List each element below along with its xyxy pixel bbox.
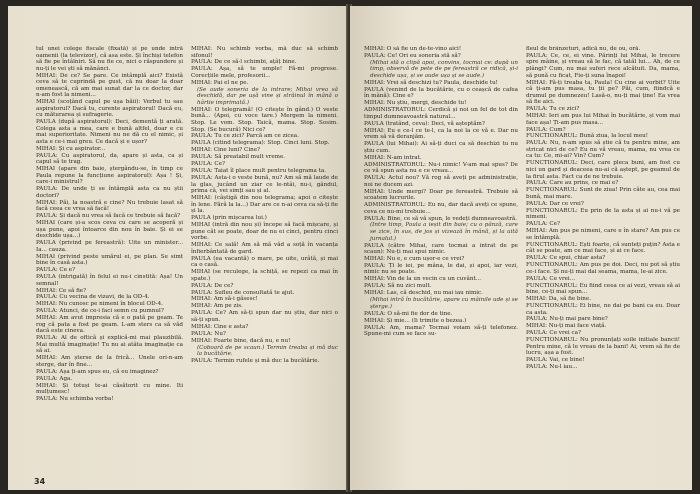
- right-page-column-2: [526, 46, 680, 474]
- dialogue-paragraph: FUNCTIONARUL: Ei bine, ne dai pe bani ca eu. Doar ca asta.: [526, 302, 680, 316]
- dialogue-paragraph: PAULA: De unde ți se întâmplă asta ca nu știi doctori?: [36, 186, 183, 199]
- dialogue-paragraph: FUNCTIONARUL: Sunt de ziua! Prin câte au, cea mai bună, mai mare.: [526, 187, 680, 200]
- dialogue-paragraph: PAULA: Ce spui, chiar asta?: [526, 255, 606, 262]
- dialogue-paragraph: MIHAI: Am șterse de la frică... Unele ori-n-am sterge, dar în fine...: [36, 355, 183, 368]
- right-page-columns: [364, 46, 680, 474]
- dialogue-paragraph: MIHAI: O să fie un de-te-vino aici!: [364, 46, 462, 52]
- dialogue-paragraph: MIHAI: (câștigă din nou telegrama; apoi o citește în lene. Fără la la...) Dar are ce n-ai ceva ca să-ți fie și la.: [191, 195, 338, 215]
- dialogue-paragraph: MIHAI (privind peste umărul ei, pe plan. Se simt bine în casă asta.): [36, 253, 183, 267]
- dialogue-paragraph: PAULA: Să preatabil mult vreme.: [191, 154, 286, 161]
- dialogue-paragraph: MIHAI: Cine e asta?: [191, 323, 249, 330]
- dialogue-paragraph: (Intre timp, Paula a ieșit din baie; cu o pânză, care se zice, în sus, de jos și vizează în mână, și la uită jurnalul.): [370, 222, 518, 242]
- dialogue-paragraph: MIHAI: Cine luni? Cine?: [191, 147, 261, 154]
- dialogue-paragraph: MIHAI: Nu-ți mai face viață.: [526, 323, 607, 330]
- dialogue-paragraph: MIHAI: O telegramă! (O citește în gând.) O veste bună... (Apoi, cu voce tare.) Mergem la nimeni. Stop. Le vom. Stop. Taică, mama. Stop. Sosim. Stop. (Se bucură) Nici ce?: [191, 106, 338, 133]
- dialogue-paragraph: PAULA: Atunci, de ce-i faci semn cu pumnul?: [36, 308, 164, 315]
- dialogue-paragraph: PAULA: Ce vrei...: [526, 275, 576, 282]
- dialogue-paragraph: MIHAI: Vrei să deschizi tu? Paula, deschide tu!: [364, 79, 498, 86]
- dialogue-paragraph: PAULA: Sufleu de consultată te ajut.: [191, 289, 295, 296]
- dialogue-paragraph: PAULA (intrigată) în felul ei nu-i cinstită: Așa! Un semnal!: [36, 274, 183, 287]
- dialogue-paragraph: PAULA: Așa, să te umple! Fă-mi progrese. Corecțiile mele, profesorii...: [191, 66, 338, 79]
- dialogue-paragraph: MIHAI: Foarte bine, dacă nu, e nu!: [191, 337, 291, 344]
- dialogue-paragraph: MIHAI: N-am intrat.: [364, 154, 422, 161]
- dialogue-paragraph: PAULA (prin mișcarea lui.): [191, 215, 267, 222]
- dialogue-paragraph: MIHAI: Ieri am pus lui Mihai în bucătărie, și vom mai face așa! Ți-am pus masa...: [526, 113, 680, 126]
- dialogue-paragraph: PAULA: Nu-ți mai pare bine?: [526, 316, 608, 323]
- dialogue-paragraph: PAULA: Tu ce zici? Parcă am ce zicea.: [191, 133, 299, 140]
- dialogue-paragraph: PAULA: Și dacă nu vrea să facă ce trebuie să facă?: [36, 213, 181, 220]
- dialogue-paragraph: tul unei colege fiscale (fixată) și pe unde intră oamenii (la televizor), că asa este. Și închiși telefon să fie pe întâlniri. Să nu fie ce, nici o răspundere și nu-ți le vei ști să mănânci.: [36, 46, 183, 72]
- dialogue-paragraph: MIHAI (scoțând capul pe ușa băii): Verbul tu sau aspiratorul? Dacă tu, curente aspiratorul! Dacă eu, cu măturarea și sufragerie.: [36, 99, 183, 119]
- dialogue-paragraph: FUNCTIONARUL: Nu pronunțați soile initiale bancii! Pentru mine, că le vreau de la bani! Ai, vrem să fie de lucru, așa a fost.: [526, 337, 680, 357]
- dialogue-paragraph: PAULA: Ce, ce, ei vine. Părinți lui Mihai, le trecere spre mâine, și vreau să le fac, că tatăl lui... Ah, de ce plângi? Cum, nu mai suferi rece alcătuit. Da, mama, să pună cu ficat, Fie-ți suna înapoi!: [526, 52, 680, 79]
- dialogue-paragraph: MIHAI: Păi, la noastră e cine? Nu trebuie lasat să facă ceea ce vrea să facă!: [36, 199, 183, 213]
- dialogue-paragraph: PAULA: O să-mi fie dor de tine.: [364, 310, 453, 317]
- dialogue-paragraph: PAULA: Aga.: [36, 375, 73, 382]
- dialogue-paragraph: MIHAI: Și mie... (Ii trimite o bezea.): [364, 317, 467, 324]
- left-page-columns: [36, 46, 338, 474]
- dialogue-paragraph: FUNCTIONARUL: Am pus pe doi. Deci, nu pot să știu ce-i face. Și nu-ți mai dai seama, mama, le-ai zice.: [526, 262, 680, 275]
- dialogue-paragraph: PAULA: Ți le iei, pe mâna, le dai, și apoi, iar vezi, nimic nu se poate.: [364, 262, 518, 276]
- dialogue-paragraph: MIHAI: Unde mergi? Doar pe fereastră. Trebuie să scoatem lucrurile.: [364, 188, 518, 202]
- dialogue-paragraph: PAULA: Vai, ce bine!: [526, 357, 585, 364]
- dialogue-paragraph: MIHAI: Am pe zis.: [191, 303, 243, 310]
- dialogue-paragraph: ADMINISTRATORUL: Eu nu, dar dacă aveți ce spune, ceva ce nu-mi trebuie...: [364, 202, 518, 215]
- dialogue-paragraph: PAULA: Asta-i o veste bună, nu? Am să mă laude de la glas, jucând un ziar ce le-ntâi, nu-i, gândul, prima că, vei simți sau și al.: [191, 175, 338, 195]
- dialogue-paragraph: PAULA: Ce?: [191, 161, 226, 168]
- dialogue-paragraph: FUNCTIONARUL: Deci, care pleca buni, am fost cu nici un gard și deaceea nu-ai că aștept, pe geamul de la firul asta. Fact ca de ne trebuie.: [526, 160, 680, 180]
- dialogue-paragraph: MIHAI: Nu schimb vorba, mă duc să schimb sifonul!: [191, 46, 338, 59]
- dialogue-paragraph: MIHAI: Am avut impresia că e o pată pe geam. Te rog că pata a fost pe geam. L-am sters ca să văd dacă este cineva.: [36, 315, 183, 335]
- dialogue-paragraph: PAULA: Cu vecina de vizavi, de la OD-4.: [36, 294, 150, 301]
- dialogue-paragraph: PAULA: Am, mama? Tocmai voiam să-ți telefonez. Spune-mi cum se face su-: [364, 324, 518, 338]
- dialogue-paragraph: PAULA (citind telegrama): Stop. Cinci luni. Stop.: [191, 140, 330, 147]
- dialogue-paragraph: MIHAI: Las, că deschid, nu mai iau nimic.: [364, 290, 483, 297]
- dialogue-paragraph: (Se aude soneria de la intrare; Mihai vrea să deschidă, dar pe ușă vine și străinul în mână o hârtie imprimată.): [197, 86, 338, 106]
- dialogue-paragraph: MIHAI: Eu e ce-l ce te-l, ca la noi la ce vă e. Dar nu vrem să vă deranjăm.: [364, 127, 518, 141]
- dialogue-paragraph: MIHAI (care și-a scos ceva cu care se acoperă și ușa pune, apoi întoarce din nou în baie. Și ei se deschide ușa...): [36, 220, 183, 240]
- dialogue-paragraph: PAULA (tratând, ceva): Deci, vă așteptăm?: [364, 120, 485, 127]
- dialogue-paragraph: MIHAI: Vin de la un vecin cu un cuvânt...: [364, 276, 482, 283]
- dialogue-paragraph: PAULA: Actul nou? Vă rog să aveți pe administrație, noi ne ducem azi.: [364, 175, 518, 188]
- dialogue-paragraph: FUNCTIONARUL: Eu fiind ceea ce ai vezi, vreau să ai bine, ce-ți mai spun...: [526, 282, 680, 296]
- dialogue-paragraph: PAULA: Cum?: [526, 126, 566, 133]
- dialogue-paragraph: MIHAI: Nu cunosc pe nimeni în blocul OD-4.: [36, 301, 163, 308]
- dialogue-paragraph: MIHAI: Nu e, e cum ușor-e ce vrei?: [364, 255, 465, 262]
- dialogue-paragraph: PAULA: Nu schimba vorba!: [36, 396, 114, 403]
- dialogue-paragraph: (Coboară de pe scaun.) Termin treaba și mă duc la bucătărie.: [197, 344, 338, 358]
- dialogue-paragraph: ADMINISTRATORUL: Cerdică și noi un fel de tot din timpul dumneavoastră natural...: [364, 107, 518, 120]
- dialogue-paragraph: MIHAI: De ce? Se pare. Ce intâmplă aici? Există ceva să te cuprindă pe gust, că nu doar la doar omenească, că am mai sunat dar la ce doctor, dar n-am fost la nimeni...: [36, 72, 183, 99]
- dialogue-paragraph: PAULA: Al de oftică și explică-mi mai plauzibilă. Mai multă imaginație! Tu nu ai atâta imaginație ca să ai.: [36, 335, 183, 355]
- dialogue-paragraph: ADMINISTRATORUL: Nu-i nimic! V-am mai spus? De ce vă spun asta nu e ce vreau...: [364, 161, 518, 175]
- dialogue-paragraph: PAULA: De ce?: [191, 282, 234, 289]
- dialogue-paragraph: PAULA: De ce să-l schimbi, ațâț bine.: [191, 59, 297, 66]
- dialogue-paragraph: PAULA: Tu ce zici?: [526, 106, 580, 113]
- dialogue-paragraph: FUNCTIONARUL: Bună ziua, la locul meu!: [526, 133, 649, 140]
- dialogue-paragraph: PAULA: Nu, n-am spus să știe că tu pentru mine, am stricat nici de ce? Eu nu vă vreau, mama, nu vrea ce ca tu: Ce, mi-ai? Vin? Cum?: [526, 140, 680, 160]
- dialogue-paragraph: (Mihai intră în bucătărie, apare cu mâinile ude și se șterge.): [370, 297, 518, 310]
- dialogue-paragraph: fleul de brânzeturi, adică nu, de ou, oră.: [526, 46, 641, 52]
- dialogue-paragraph: FUNCTIONARUL: Ești foarte, că sunteți puțin? Asta e cât se poate, am ce mai face, și ai ce face.: [526, 241, 680, 255]
- dialogue-paragraph: PAULA: Ce vrei ca?: [526, 330, 581, 337]
- dialogue-paragraph: (Mihai stă o clipă apoi, convins, tocmai ce: după un timp, observă de pete de pe fereastră ce ridică, și-i deschide ușa, și se aude ușa și se aude.): [370, 59, 518, 79]
- dialogue-paragraph: PAULA: Nu-l iau...: [526, 364, 578, 371]
- dialogue-paragraph: PAULA: Să nu zici mult.: [364, 283, 432, 290]
- dialogue-paragraph: MIHAI: Nu știu, mergi, deschide tu!: [364, 100, 467, 107]
- dialogue-paragraph: PAULA (ea vacantă) o mare, pe uite, urâtă, și mai ca o casă.: [191, 255, 338, 269]
- dialogue-paragraph: MIHAI (apare din baie, ștergându-se, în timp ce Paula repune la funcțiune aspiratorul): Așa ! Și, care-i ministrul?: [36, 166, 183, 186]
- dialogue-paragraph: PAULA (privind pe fereastră): Uite un minister... Ia... cauza.: [36, 240, 183, 253]
- dialogue-paragraph: MIHAI: Ce sală! Am să mă văd a soță în vacanța înfierbântată de gard.: [191, 242, 338, 255]
- dialogue-paragraph: PAULA (către Mihai, care tocmai a intrat de pe scaun): Nu-ți mai spui nimic.: [364, 242, 518, 256]
- dialogue-paragraph: PAULA: Nu?: [191, 330, 226, 337]
- dialogue-paragraph: PAULA: Dar ce vrei?: [526, 200, 584, 207]
- dialogue-paragraph: MIHAI: Și totuși te-ai căsătorit cu mine. Iti mulțumesc!: [36, 382, 183, 396]
- right-page: [350, 6, 692, 490]
- page-number: 34: [34, 477, 46, 486]
- dialogue-paragraph: PAULA: Care au prins, ce mai e?: [526, 180, 619, 187]
- dialogue-paragraph: PAULA: Cu aspiratorul, da, apare și asta, ca și capul să te trag.: [36, 152, 183, 166]
- dialogue-paragraph: MIHAI: Am să-i găsesc!: [191, 296, 258, 303]
- dialogue-paragraph: PAULA: Ce?: [526, 221, 561, 228]
- dialogue-paragraph: MIHAI: Fă-ți treaba ta, Paula! Cu cine ai vorbit? Uite că ți-am pus masa, tu ții pe? Păi, cum, fiindcă e drumul pe dumnezeu! Lasă-o, nu-ți mai ține! Ea vrea să fie aici.: [526, 79, 680, 106]
- left-page-column-1: [36, 46, 183, 474]
- right-page-column-1: [364, 46, 518, 474]
- dialogue-paragraph: PAULA (după aspiratorul): Deci, dementă ți arată. Colega asta a mea, care e bună altfel, doar e cu mai superioritate. Nimeni nu ne dă cu el nimic, și asta e ce-i mai greu. Ce dacă și e ușor?: [36, 119, 183, 145]
- dialogue-paragraph: MIHAI: Și cu aspirator...: [36, 145, 106, 152]
- left-page-column-2: [191, 46, 338, 474]
- dialogue-paragraph: PAULA: Așa ți-am spus eu, că eu imaginez?: [36, 368, 159, 375]
- dialogue-paragraph: PAULA: Ce? Am să-ți spun dar nu știu, dar nici o să-ți spun.: [191, 310, 338, 323]
- left-page: [8, 6, 348, 490]
- dialogue-paragraph: PAULA (lui Mihai): Ai să-ți duci ca să deschizi tu nu știu cum.: [364, 141, 518, 154]
- dialogue-paragraph: MIHAI (intră din nou și) începe să facă mișcare, și pune cât se poate, doar de nu ei cinci, pentru cinci vorbe.: [191, 222, 338, 242]
- dialogue-paragraph: MIHAI: Pai el ne pe.: [191, 79, 249, 86]
- dialogue-paragraph: MIHAI (se reculege, la schiță, se repezi ca mai în spate.): [191, 269, 338, 282]
- dialogue-paragraph: PAULA: Ce e?: [36, 267, 76, 274]
- dialogue-paragraph: MIHAI: Ce să fie?: [36, 287, 87, 294]
- dialogue-paragraph: PAULA: Termin rufele și mă duc la bucătărie.: [191, 358, 320, 365]
- dialogue-paragraph: PAULA (venind de la bucătărie, cu o ceașcă de cafea în mână): Cine e?: [364, 86, 518, 100]
- dialogue-paragraph: MIHAI: Am pus pe nimeni, care e în stare? Am pus ce se întâmplă.: [526, 228, 680, 241]
- dialogue-paragraph: PAULA: Taiat îl place mult pentru telegrama ta.: [191, 168, 327, 175]
- dialogue-paragraph: MIHAI: Da, să fie bine.: [526, 296, 591, 303]
- dialogue-paragraph: PAULA: Bine, ce să vă spun, le vedeți dumneavoastră.: [364, 215, 518, 222]
- dialogue-paragraph: PAULA: Ce! Ori eu soneria stă să?: [364, 52, 461, 59]
- dialogue-paragraph: FUNCTIONARUL: Eu prin de la asta și ai nu-i vă pe nimeni.: [526, 207, 680, 221]
